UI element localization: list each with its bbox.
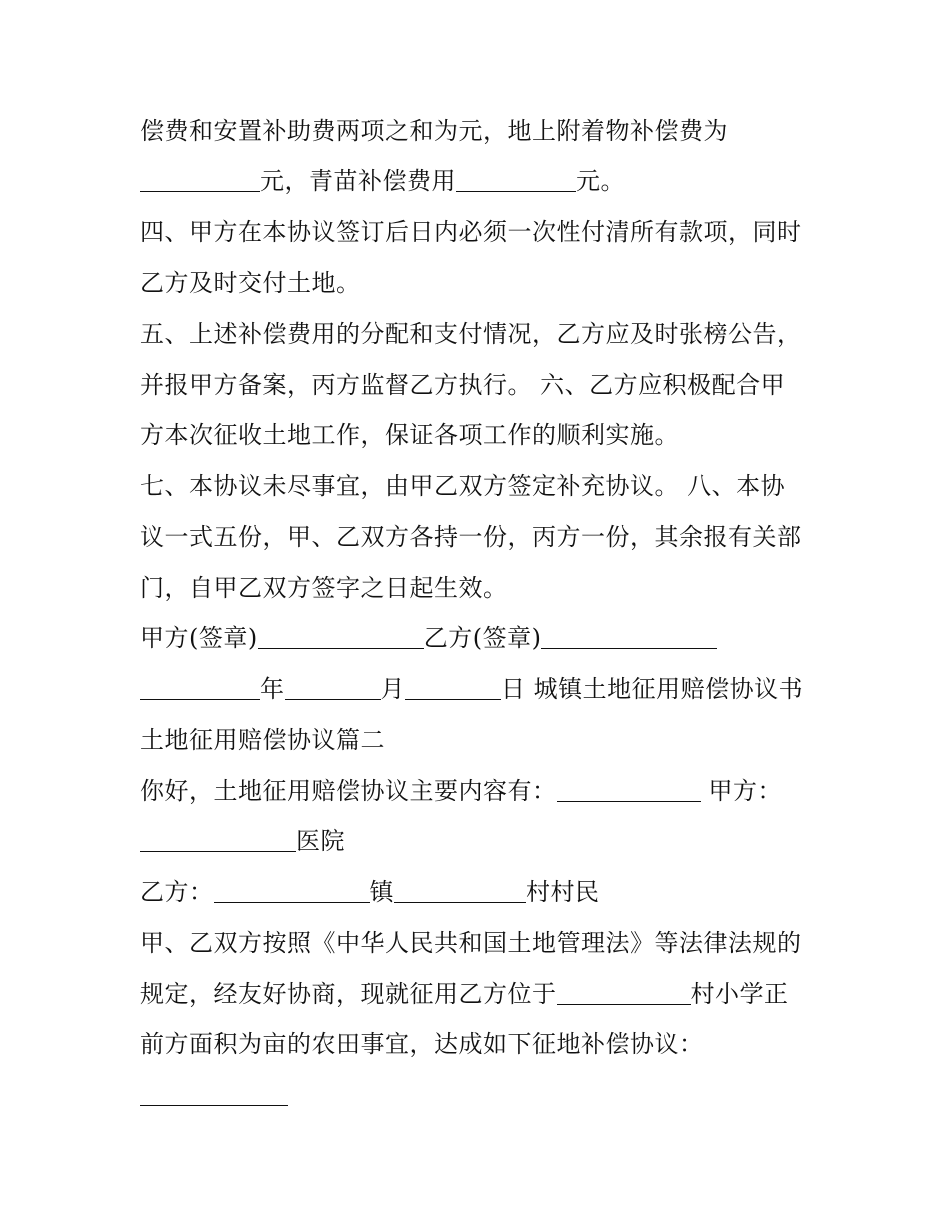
text-segment: 乙方及时交付土地。 (140, 269, 361, 297)
text-segment: 你好，土地征用赔偿协议主要内容有： (140, 777, 557, 805)
text-line (140, 776, 820, 806)
text-segment: 日 城镇土地征用赔偿协议书 (501, 675, 804, 703)
text-line (140, 370, 820, 400)
text-line (140, 420, 820, 450)
fill-in-blank (258, 626, 424, 649)
text-line (140, 319, 820, 349)
text-segment: 门，自甲乙双方签字之日起生效。 (140, 574, 508, 602)
text-segment: 议一式五份，甲、乙双方各持一份，丙方一份，其余报有关部 (140, 523, 802, 551)
text-line (140, 522, 820, 552)
party-a-label: 甲方： (708, 777, 782, 805)
fill-in-blank (140, 169, 260, 192)
text-line (140, 268, 820, 298)
text-segment: 村小学正 (690, 980, 789, 1008)
text-line (140, 573, 820, 603)
text-segment: 前方面积为亩的农田事宜，达成如下征地补偿协议： (140, 1030, 704, 1058)
month-label: 月 (380, 675, 405, 703)
text-segment: 甲、乙双方按照《中华人民共和国土地管理法》等法律法规的 (140, 929, 802, 957)
fill-in-blank (541, 626, 717, 649)
text-line (140, 1029, 820, 1059)
text-line (140, 877, 820, 907)
text-segment: 偿费和安置补助费两项之和为元，地上附着物补偿费为 (140, 117, 728, 145)
text-segment: 规定，经友好协商，现就征用乙方位于 (140, 980, 557, 1008)
signature-line (140, 623, 820, 653)
party-b-label: 乙方： (140, 878, 214, 906)
fill-in-blank (214, 880, 370, 903)
text-segment: 镇 (369, 878, 394, 906)
year-label: 年 (260, 675, 285, 703)
party-a-signature-label: 甲方(签章) (140, 624, 258, 652)
fill-in-blank (140, 677, 260, 700)
text-segment: 方本次征收土地工作，保证各项工作的顺利实施。 (140, 421, 679, 449)
text-line (140, 116, 820, 146)
fill-in-blank (557, 982, 691, 1005)
date-line (140, 674, 820, 704)
fill-in-blank (405, 677, 501, 700)
text-segment: 元。 (576, 167, 625, 195)
fill-in-blank (140, 1083, 288, 1106)
section-heading (140, 725, 820, 755)
text-line (140, 471, 820, 501)
text-segment: 医院 (296, 827, 345, 855)
text-line (140, 166, 820, 196)
text-segment: 七、本协议未尽事宜，由甲乙双方签定补充协议。 八、本协 (140, 472, 786, 500)
fill-in-blank (394, 880, 526, 903)
text-line (140, 1080, 820, 1110)
text-line (140, 979, 820, 1009)
party-b-signature-label: 乙方(签章) (423, 624, 542, 652)
text-segment: 五、上述补偿费用的分配和支付情况，乙方应及时张榜公告， (140, 320, 802, 348)
text-line (140, 217, 820, 247)
fill-in-blank (557, 779, 701, 802)
text-segment: 元，青苗补偿费用 (260, 167, 456, 195)
text-segment: 村村民 (526, 878, 600, 906)
fill-in-blank (285, 677, 381, 700)
text-segment: 四、甲方在本协议签订后日内必须一次性付清所有款项，同时 (140, 218, 802, 246)
text-segment: 并报甲方备案，丙方监督乙方执行。 六、乙方应积极配合甲 (140, 371, 786, 399)
text-line (140, 928, 820, 958)
fill-in-blank (456, 169, 576, 192)
text-line (140, 826, 820, 856)
text-segment: 土地征用赔偿协议篇二 (140, 726, 385, 754)
fill-in-blank (140, 829, 296, 852)
